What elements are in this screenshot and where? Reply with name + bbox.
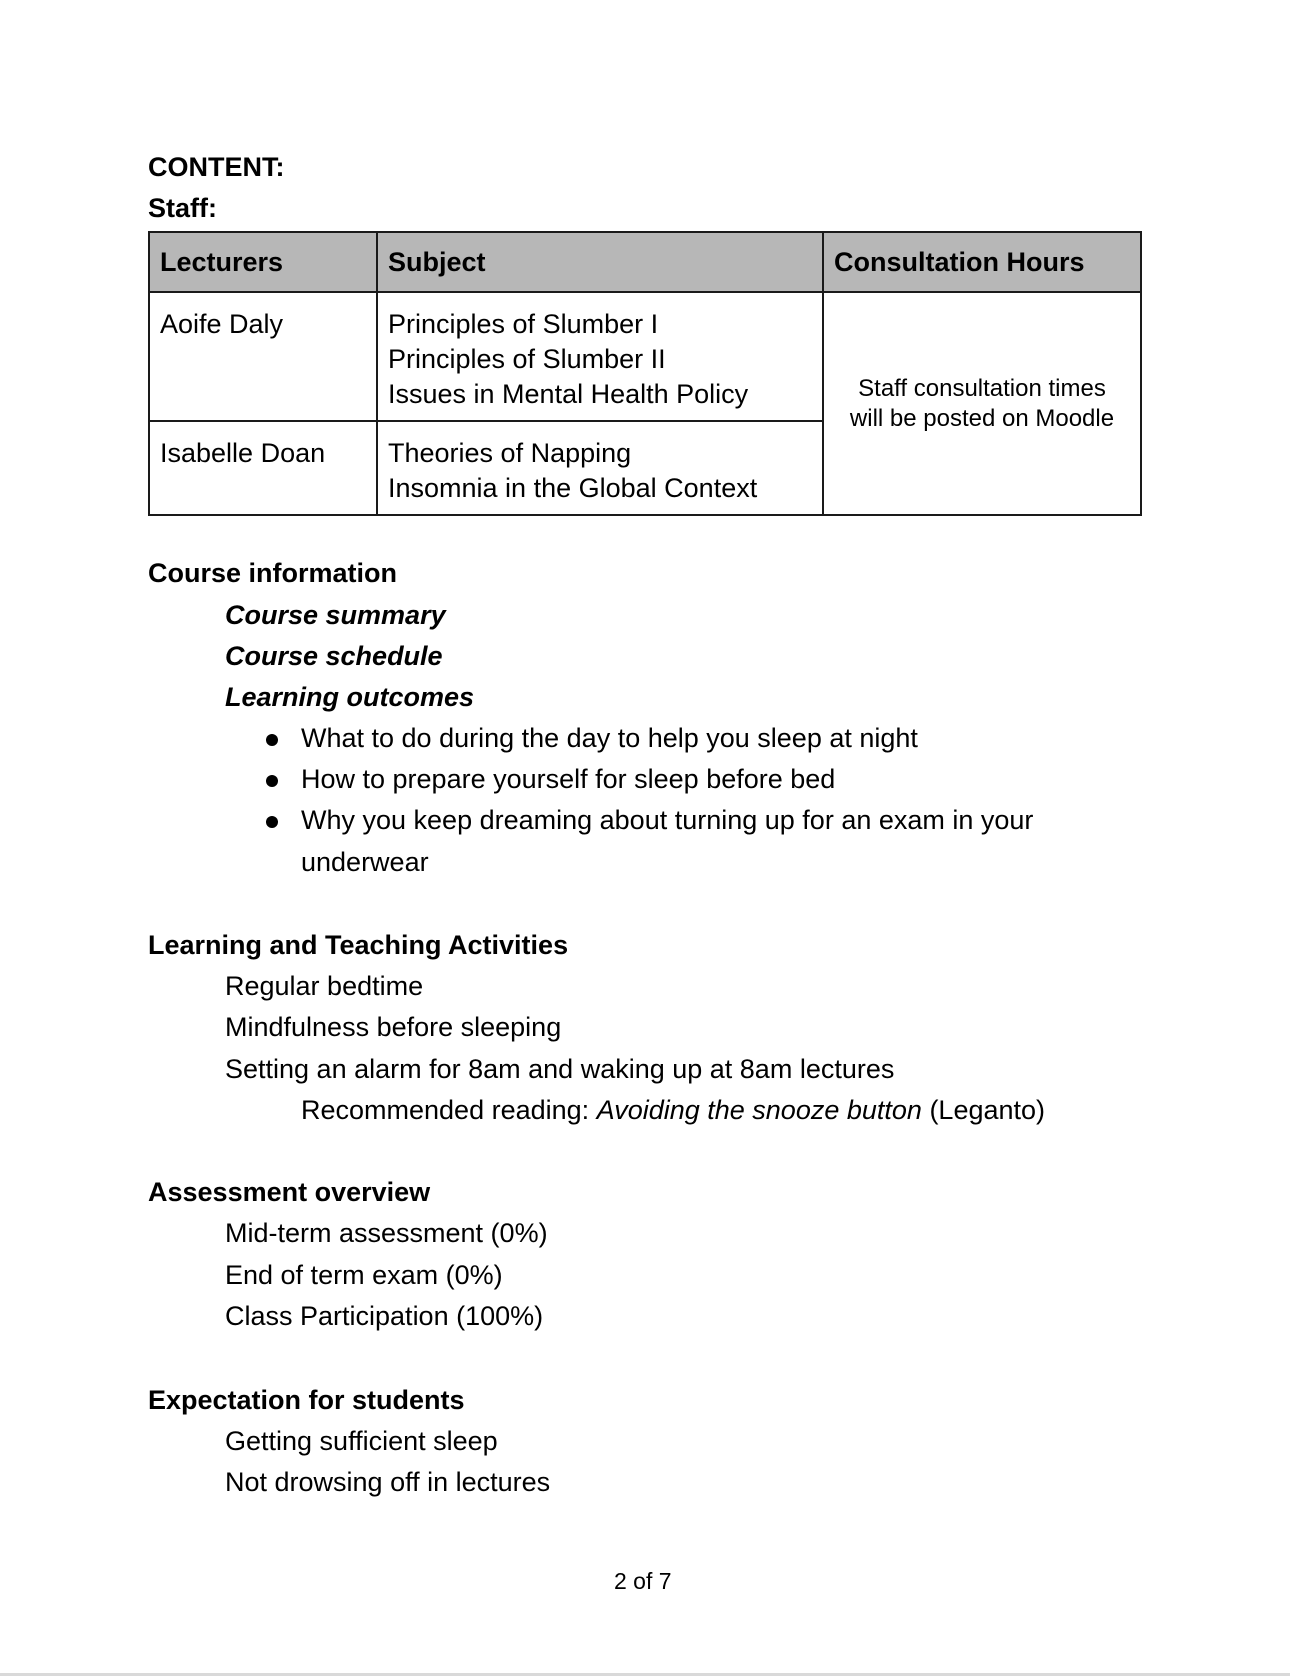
assessment-item: End of term exam (0%) (225, 1260, 503, 1290)
bullet-icon (266, 775, 278, 787)
header-subject: Subject (377, 232, 823, 292)
table-row (149, 292, 1141, 421)
subject-item: Insomnia in the Global Context (388, 473, 758, 503)
learning-outcome-item-continued: underwear (301, 847, 429, 877)
subject-list (377, 421, 823, 515)
bullet-icon (266, 816, 278, 828)
consultation-line: will be posted on Moodle (849, 404, 1115, 432)
reading-prefix: Recommended reading: (301, 1095, 597, 1125)
lecturer-name: Isabelle Doan (149, 421, 377, 515)
header-consultation-hours: Consultation Hours (823, 232, 1141, 292)
course-information-heading: Course information (148, 558, 398, 588)
expectations-heading: Expectation for students (148, 1385, 465, 1415)
expectation-item: Not drowsing off in lectures (225, 1467, 551, 1497)
assessment-item: Class Participation (100%) (225, 1301, 544, 1331)
learning-teaching-heading: Learning and Teaching Activities (148, 930, 569, 960)
course-summary-subheading: Course summary (225, 600, 446, 630)
learning-outcome-item: What to do during the day to help you sleep at night (301, 723, 918, 753)
learning-outcome-item: Why you keep dreaming about turning up for an exam in your (301, 805, 1034, 835)
staff-table (148, 231, 1142, 516)
activity-item: Regular bedtime (225, 971, 424, 1001)
assessment-heading: Assessment overview (148, 1177, 431, 1207)
course-schedule-subheading: Course schedule (225, 641, 443, 671)
assessment-item: Mid-term assessment (0%) (225, 1218, 548, 1248)
subject-item: Issues in Mental Health Policy (388, 379, 749, 409)
page-number: 2 of 7 (614, 1568, 672, 1594)
staff-heading: Staff: (148, 193, 217, 223)
activity-item: Setting an alarm for 8am and waking up at 8am lectures (225, 1054, 895, 1084)
consultation-line: Staff consultation times (858, 374, 1106, 402)
recommended-reading (301, 1095, 1045, 1126)
subject-item: Principles of Slumber II (388, 344, 666, 374)
lecturer-name: Aoife Daly (149, 292, 377, 421)
subject-item: Principles of Slumber I (388, 309, 659, 339)
reading-title: Avoiding the snooze button (596, 1095, 922, 1125)
learning-outcomes-subheading: Learning outcomes (225, 682, 475, 712)
subject-item: Theories of Napping (388, 438, 632, 468)
subject-list (377, 292, 823, 421)
learning-outcome-item: How to prepare yourself for sleep before bed (301, 764, 836, 794)
expectation-item: Getting sufficient sleep (225, 1426, 498, 1456)
consultation-note (823, 292, 1141, 515)
table-header-row (149, 232, 1141, 292)
header-lecturers: Lecturers (149, 232, 377, 292)
bullet-icon (266, 734, 278, 746)
reading-suffix: (Leganto) (921, 1095, 1046, 1125)
activity-item: Mindfulness before sleeping (225, 1012, 562, 1042)
content-heading: CONTENT: (148, 152, 285, 182)
